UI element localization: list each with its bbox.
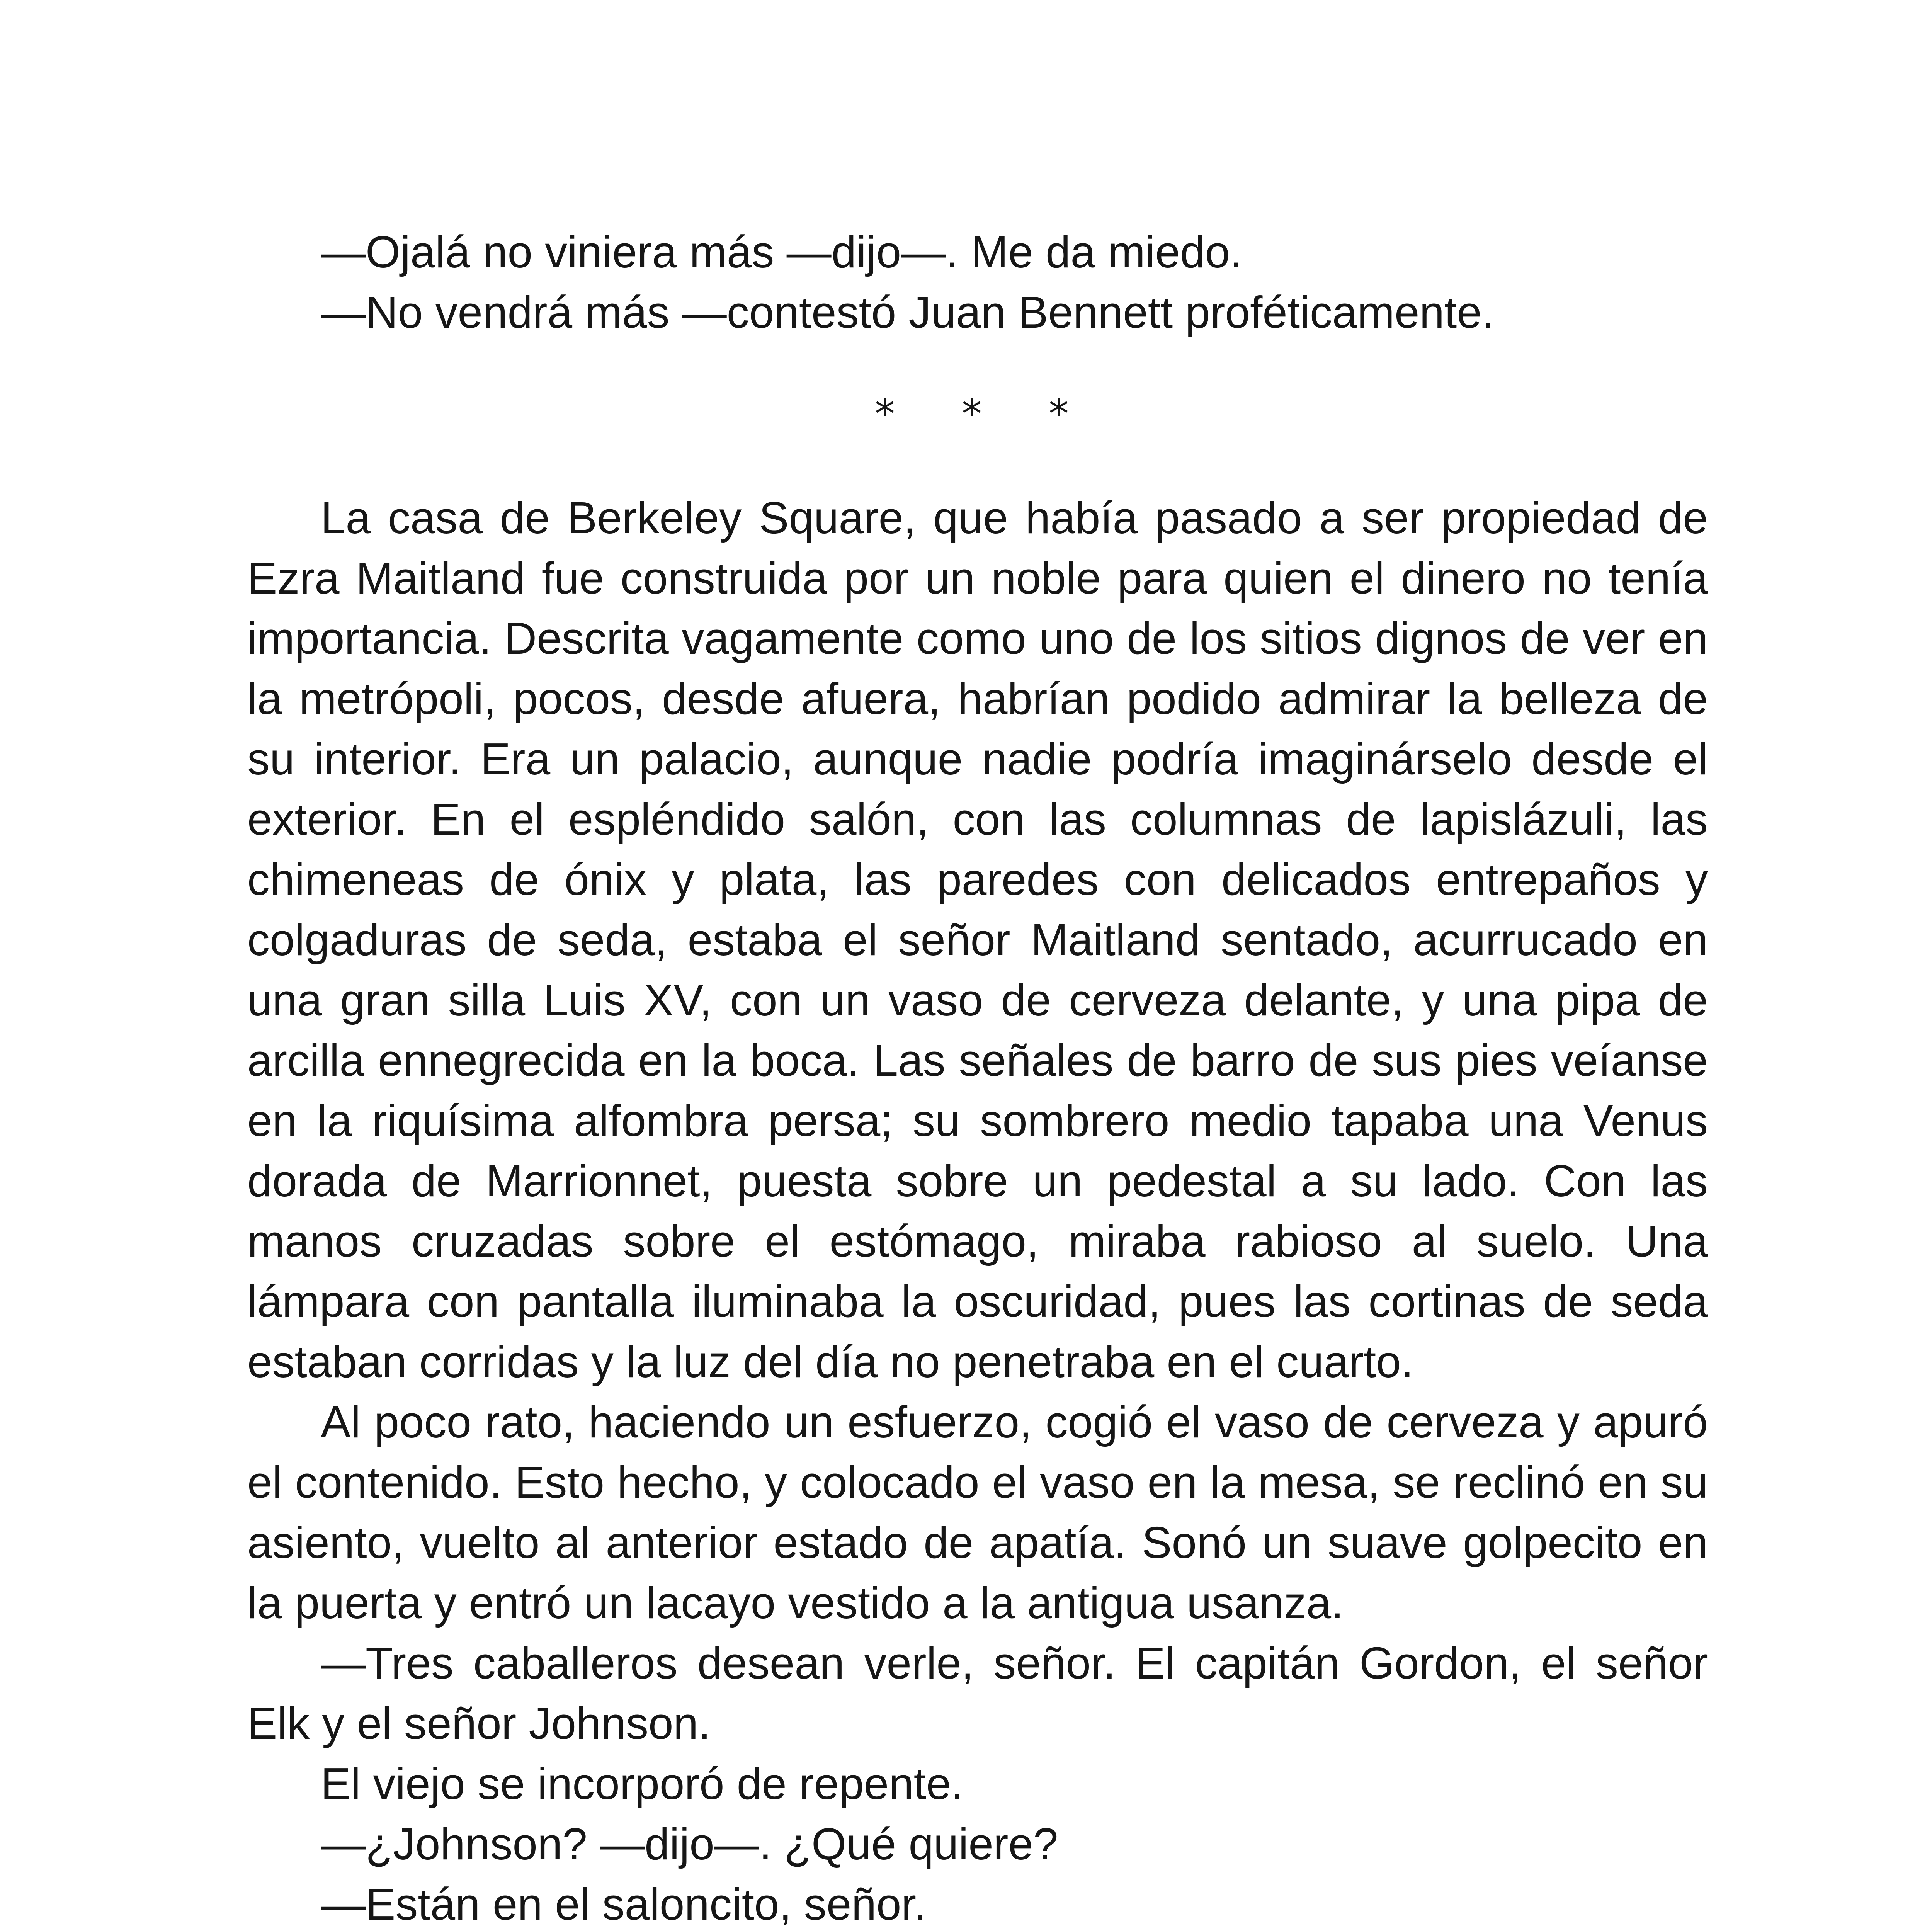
paragraph: La casa de Berkeley Square, que había pasado a ser propiedad de Ezra Maitland fue construida por un noble para quien el dinero no tenía importancia. Descrita vagamente como uno de los sitios dignos de ver en la metrópoli, pocos, desde afuera, habrían podido admirar la belleza de su interior. Era un palacio, aunque nadie podría imaginárselo desde el exterior. En el espléndido salón, con las columnas de lapislázuli, las chimeneas de ónix y plata, las paredes con delicados entrepaños y colgaduras de seda, estaba el señor Maitland sentado, acurrucado en una gran silla Luis XV, con un vaso de cerveza delante, y una pipa de arcilla ennegrecida en la boca. Las señales de barro de sus pies veíanse en la riquísima alfombra persa; su sombrero medio tapaba una Venus dorada de Marrionnet, puesta sobre un pedestal a su lado. Con las manos cruzadas sobre el estómago, miraba rabioso al suelo. Una lámpara con pantalla iluminaba la oscuridad, pues las cortinas de seda estaban corridas y la luz del día no penetraba en el cuarto. bbox=[247, 493, 1708, 1387]
paragraph: —Tres caballeros desean verle, señor. El capitán Gordon, el señor Elk y el señor Johnson. bbox=[247, 1638, 1708, 1748]
paragraph: El viejo se incorporó de repente. bbox=[321, 1759, 964, 1809]
paragraph: —No vendrá más —contestó Juan Bennett proféticamente. bbox=[321, 287, 1494, 337]
paragraph: —Ojalá no viniera más —dijo—. Me da miedo. bbox=[321, 227, 1243, 277]
paragraph: Al poco rato, haciendo un esfuerzo, cogió el vaso de cerveza y apuró el contenido. Esto hecho, y colocado el vaso en la mesa, se reclinó en su asiento, vuelto al anterior estado de apatía. Sonó un suave golpecito en la puerta y entró un lacayo vestido a la antigua usanza. bbox=[247, 1397, 1708, 1628]
main-text-block bbox=[247, 488, 1708, 1932]
paragraph: —Están en el saloncito, señor. bbox=[321, 1879, 926, 1929]
paragraph: —¿Johnson? —dijo—. ¿Qué quiere? bbox=[321, 1819, 1058, 1869]
dialogue-block bbox=[247, 222, 1708, 342]
section-separator: * * * bbox=[874, 390, 1096, 437]
